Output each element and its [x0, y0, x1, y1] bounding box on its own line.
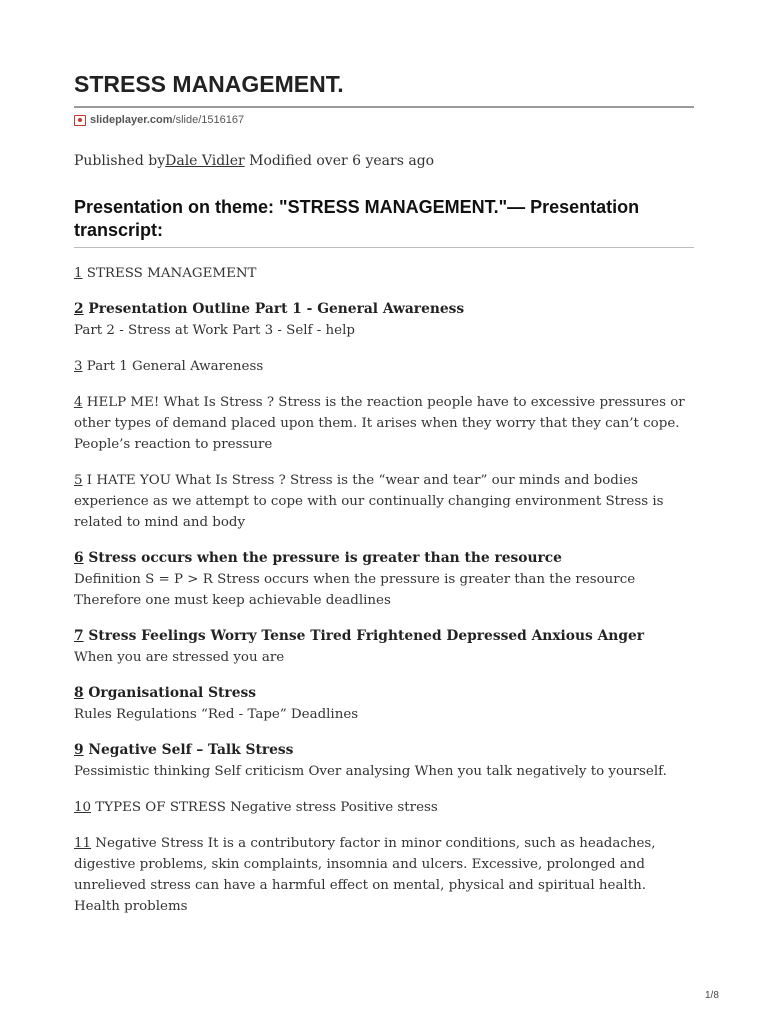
slide-heading — [74, 392, 694, 455]
slide-entry — [74, 263, 694, 284]
slide-heading — [74, 740, 694, 761]
slide-heading-text: TYPES OF STRESS Negative stress Positive stress — [91, 800, 438, 815]
slide-body-text: Rules Regulations “Red - Tape” Deadlines — [74, 707, 359, 722]
slide-heading-text: Organisational Stress — [83, 685, 257, 701]
slide-body-text: When you are stressed you are — [74, 650, 285, 665]
transcript-heading: Presentation on theme: "STRESS MANAGEMENT."— Presentation transcript: — [74, 197, 640, 240]
slide-heading — [74, 299, 694, 320]
slide-number-link[interactable]: 4 — [74, 395, 83, 410]
slide-entry — [74, 740, 694, 782]
slide-heading — [74, 626, 694, 647]
slide-number-link[interactable]: 11 — [74, 836, 92, 851]
slide-heading-text: Negative Stress It is a contributory factor in minor conditions, such as headaches, digestive problems, skin complaints, insomnia and ulcers. Excessive, prolonged and unrelieved stress can have a harmful effect on mental, physical and spiritual health. Health problems — [74, 836, 656, 914]
slide-heading-text: Part 1 General Awareness — [82, 359, 264, 374]
page-title: STRESS MANAGEMENT. — [74, 71, 344, 97]
slide-entry — [74, 797, 694, 818]
modified-text: Modified over 6 years ago — [244, 153, 435, 169]
slide-number-link[interactable]: 10 — [74, 800, 92, 815]
slide-heading — [74, 833, 694, 917]
slide-entry — [74, 356, 694, 377]
slide-heading-text: Stress Feelings Worry Tense Tired Frightened Depressed Anxious Anger — [83, 628, 645, 644]
slide-heading — [74, 356, 694, 377]
slide-entry — [74, 470, 694, 533]
title-divider — [74, 106, 694, 108]
slide-entry — [74, 833, 694, 917]
slide-heading-text: Presentation Outline Part 1 - General Awareness — [83, 301, 465, 317]
slide-heading — [74, 470, 694, 533]
slide-heading — [74, 263, 694, 284]
slide-body-text: Pessimistic thinking Self criticism Over analysing When you talk negatively to yourself. — [74, 764, 667, 779]
source-domain: slideplayer.com — [90, 114, 173, 126]
page-counter: 1/8 — [705, 990, 719, 1001]
slide-entry — [74, 299, 694, 341]
source-link[interactable] — [74, 113, 244, 127]
slide-number-link[interactable]: 8 — [74, 685, 84, 701]
slide-entry — [74, 392, 694, 455]
source-path: /slide/1516167 — [172, 114, 245, 126]
slide-heading-text: Stress occurs when the pressure is greater than the resource — [83, 550, 562, 566]
transcript-divider — [74, 247, 694, 248]
slide-heading — [74, 548, 694, 569]
slide-transcript-list — [74, 263, 694, 932]
slide-number-link[interactable]: 7 — [74, 628, 84, 644]
slide-number-link[interactable]: 3 — [74, 359, 83, 374]
slide-body-text: Part 2 - Stress at Work Part 3 - Self - help — [74, 323, 355, 338]
slide-number-link[interactable]: 6 — [74, 550, 84, 566]
published-prefix: Published by — [74, 153, 166, 169]
slide-number-link[interactable]: 5 — [74, 473, 83, 488]
slide-heading-text: Negative Self – Talk Stress — [83, 742, 294, 758]
slide-heading — [74, 797, 694, 818]
slide-heading — [74, 683, 694, 704]
slide-heading-text: HELP ME! What Is Stress ? Stress is the reaction people have to excessive pressures or other types of demand placed upon them. It arises when they worry that they can’t cope. People’s reaction to pressure — [74, 395, 685, 452]
author-link[interactable]: Dale Vidler — [165, 153, 245, 169]
slide-number-link[interactable]: 9 — [74, 742, 84, 758]
slide-body-text: Definition S = P > R Stress occurs when the pressure is greater than the resource Therefore one must keep achievable deadlines — [74, 572, 636, 608]
slideplayer-icon — [74, 115, 86, 126]
slide-heading-text: I HATE YOU What Is Stress ? Stress is the “wear and tear” our minds and bodies experience as we attempt to cope with our continually changing environment Stress is related to mind and body — [74, 473, 664, 530]
slide-number-link[interactable]: 2 — [74, 301, 84, 317]
slide-number-link[interactable]: 1 — [74, 266, 83, 281]
slide-entry — [74, 683, 694, 725]
published-line — [74, 153, 434, 169]
slide-entry — [74, 626, 694, 668]
slide-heading-text: STRESS MANAGEMENT — [82, 266, 257, 281]
slide-entry — [74, 548, 694, 611]
